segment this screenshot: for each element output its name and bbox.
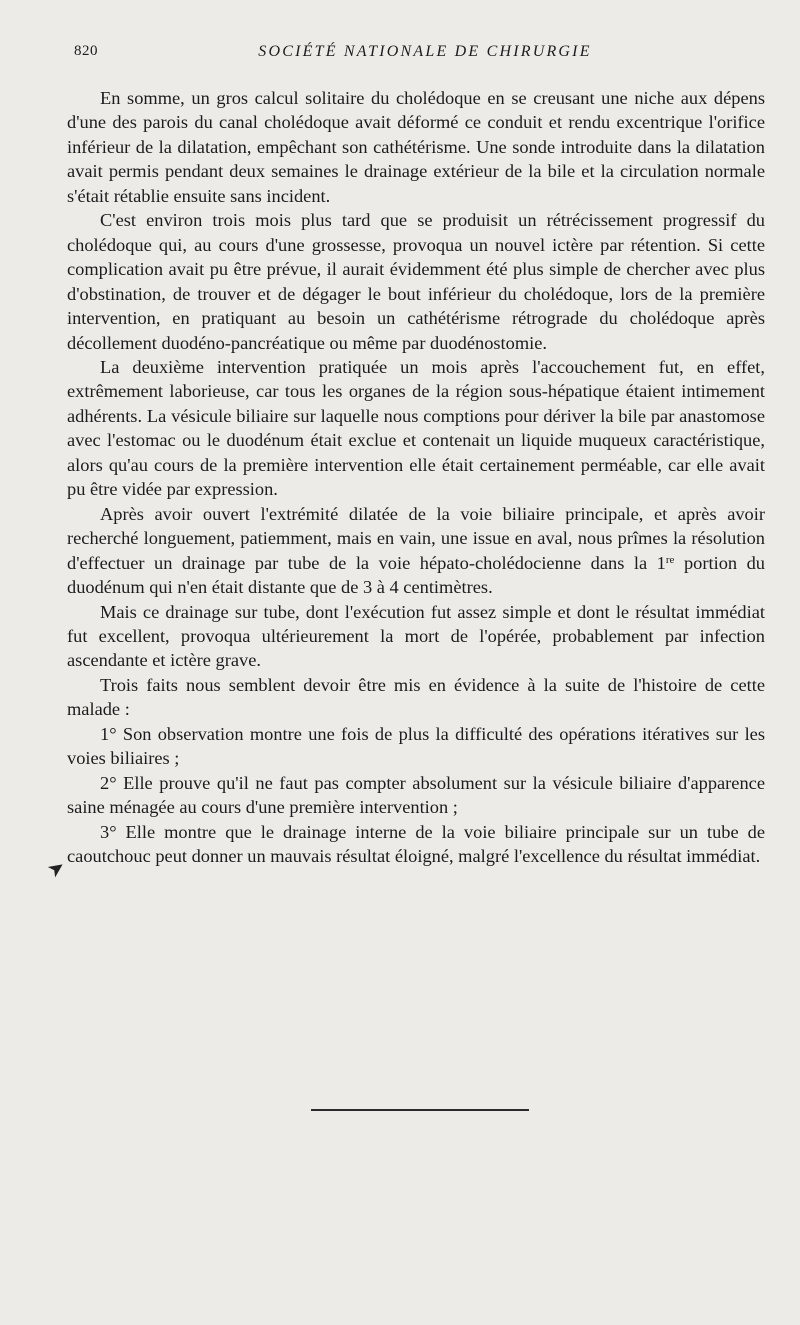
list-item: 1° Son observation montre une fois de plus la difficulté des opérations itératives sur les voies biliaires ;: [67, 723, 765, 769]
paragraph-text: portion du duodénum qui n'en était distante que de 3 à 4 centimètres.: [67, 552, 765, 598]
superscript: re: [665, 553, 675, 566]
page-number: 820: [74, 43, 98, 59]
paragraph-text: Après avoir ouvert l'extrémité dilatée de la voie biliaire principale, et après avoir recherché longuement, patiemment, mais en vain, une issue en aval, nous prîmes la résolution d'effectuer un drainage par tube de la voie hépato-cholédocienne dans la 1: [67, 503, 765, 573]
paragraph: Trois faits nous semblent devoir être mis en évidence à la suite de l'histoire de cette malade :: [67, 674, 765, 720]
paragraph: Mais ce drainage sur tube, dont l'exécution fut assez simple et dont le résultat immédiat fut excellent, provoqua ultérieurement la mort de l'opérée, probablement par infection ascendante et ictère grave.: [67, 601, 765, 671]
page-header: [74, 43, 764, 67]
list-item: 3° Elle montre que le drainage interne de la voie biliaire principale sur un tube de caoutchouc peut donner un mauvais résultat éloigné, malgré l'excellence du résultat immédiat.: [67, 821, 765, 867]
paragraph: [67, 502, 765, 600]
list-item: 2° Elle prouve qu'il ne faut pas compter absolument sur la vésicule biliaire d'apparence saine ménagée au cours d'une première intervention ;: [67, 772, 765, 818]
section-end-rule: [311, 1109, 529, 1111]
paragraph: En somme, un gros calcul solitaire du cholédoque en se creusant une niche aux dépens d'une des parois du canal cholédoque avait déformé ce conduit et rendu excentrique l'orifice inférieur de la dilatation, empêchant son cathétérisme. Une sonde introduite dans la dilatation avait permis pendant deux semaines le drainage extérieur de la bile et la circulation normale s'était rétablie ensuite sans incident.: [67, 88, 765, 206]
paragraph: C'est environ trois mois plus tard que se produisit un rétrécissement progressif du cholédoque qui, au cours d'une grossesse, provoqua un nouvel ictère par rétention. Si cette complication avait pu être prévue, il aurait évidemment été plus simple de chercher avec plus d'obstination, de trouver et de dégager le bout inférieur du cholédoque, lors de la première intervention, en pratiquant au besoin un cathétérisme rétrograde du cholédoque après décollement duodéno-pancréatique ou même par duodénostomie.: [67, 210, 765, 353]
running-title: SOCIÉTÉ NATIONALE DE CHIRURGIE: [258, 43, 592, 60]
paragraph: La deuxième intervention pratiquée un mois après l'accouchement fut, en effet, extrêmement laborieuse, car tous les organes de la région sous-hépatique étaient intimement adhérents. La vésicule biliaire sur laquelle nous comptions pour dériver la bile par anastomose avec l'estomac ou le duodénum était exclue et contenait un liquide muqueux caractéristique, alors qu'au cours de la première intervention elle était certainement perméable, car elle avait pu être vidée par expression.: [67, 356, 765, 500]
pen-mark-icon: ➤: [43, 855, 70, 883]
article-body: [67, 86, 765, 869]
